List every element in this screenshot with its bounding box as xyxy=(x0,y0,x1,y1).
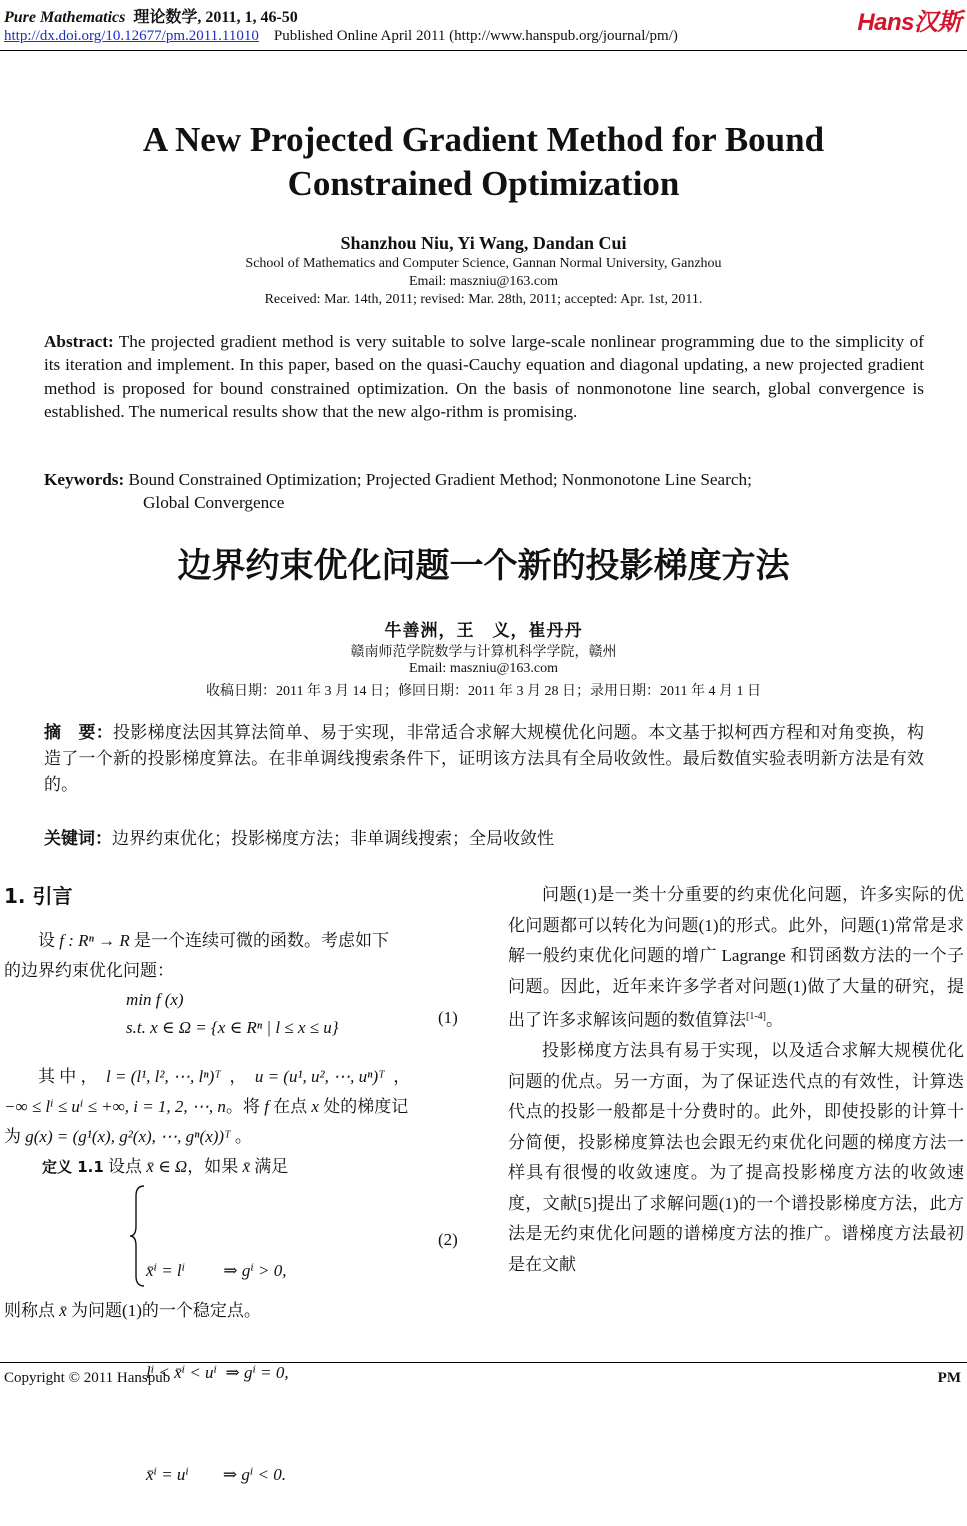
keywords-line-1: Bound Constrained Optimization; Projected Gradient Method; Nonmonotone Line Search; xyxy=(124,470,752,489)
equation-2-brace xyxy=(128,1184,148,1288)
footer-copyright: Copyright © 2011 Hanspub xyxy=(4,1370,171,1386)
text-span: ， xyxy=(393,1067,411,1086)
title-line-2: Constrained Optimization xyxy=(287,164,680,203)
text-span: 设点 xyxy=(103,1157,147,1176)
text-span: 在点 xyxy=(268,1097,312,1116)
keywords-line-2: Global Convergence xyxy=(143,493,285,513)
right-column xyxy=(508,880,964,1280)
intro-line-2: 的边界约束优化问题： xyxy=(4,961,174,980)
math-gradient: g(x) = (g¹(x), g²(x), ⋯, gⁿ(x))ᵀ xyxy=(25,1127,231,1146)
authors-en: Shanzhou Niu, Yi Wang, Dandan Cui xyxy=(340,233,627,253)
received-en: Received: Mar. 14th, 2011; revised: Mar. 28th, 2011; accepted: Apr. 1st, 2011. xyxy=(264,292,703,307)
math-x-bar: x̄ xyxy=(242,1157,251,1176)
equation-1-number: (1) xyxy=(438,1008,458,1027)
equation-2 xyxy=(146,1186,289,1526)
equation-2-case-2: lⁱ < x̄ⁱ < uⁱ ⇒ gⁱ = 0, xyxy=(146,1363,289,1382)
footer-divider xyxy=(0,1362,967,1363)
affiliation-cn: 赣南师范学院数学与计算机科学学院，赣州 xyxy=(350,645,617,660)
journal-title xyxy=(4,4,298,27)
published-info: Published Online April 2011 (http://www.hanspub.org/journal/pm/) xyxy=(273,28,678,44)
intro-paragraph-1 xyxy=(4,926,462,986)
keywords-cn xyxy=(44,826,924,852)
abstract-cn-label: 摘 要： xyxy=(44,723,114,743)
email-cn: Email: maszniu@163.com xyxy=(409,661,558,676)
right-paragraph-1 xyxy=(508,880,964,1036)
math-lower-bound: l = (l¹, l², ⋯, lⁿ)ᵀ xyxy=(106,1067,221,1086)
equation-2-number: (2) xyxy=(438,1230,458,1249)
abstract-en xyxy=(44,330,924,424)
math-f: f xyxy=(264,1097,269,1116)
keywords-label: Keywords: xyxy=(44,470,125,489)
math-stationary-point: x̄ ∈ Ω xyxy=(146,1157,188,1176)
abstract-cn xyxy=(44,720,924,798)
keywords-en xyxy=(44,468,924,515)
publisher-logo: Hans汉斯 xyxy=(857,9,961,36)
text-span: 。将 xyxy=(225,1097,265,1116)
text-span: 问题(1)是一类十分重要的约束优化问题，许多实际的优化问题都可以转化为问题(1)的形式。此外，问题(1)常常是求解一般约束优化问题的增广 Lagrange 和罚函数方法的一个子问题。因此，近年来许多学者对问题(1)做了大量的研究，提出了许多求解该问题的数值算法 xyxy=(508,885,964,1030)
abstract-label: Abstract: xyxy=(44,332,114,351)
text-span: 。 xyxy=(234,1127,252,1146)
email-en: Email: maszniu@163.com xyxy=(409,274,558,289)
equation-1 xyxy=(126,986,339,1042)
math-bound-range: −∞ ≤ lⁱ ≤ uⁱ ≤ +∞, i = 1, 2, ⋯, n xyxy=(4,1097,226,1116)
math-f-mapping: f : Rⁿ → R xyxy=(59,931,130,950)
journal-volume: , 2011, 1, 46-50 xyxy=(197,9,298,26)
abstract-cn-text: 投影梯度法因其算法简单、易于实现，非常适合求解大规模优化问题。本文基于拟柯西方程和对角变换，构造了一个新的投影梯度算法。在非单调线搜索条件下，证明该方法具有全局收敛性。最后数值实验表明新方法是有效的。 xyxy=(44,723,925,794)
text-span: 为 xyxy=(4,1127,26,1146)
equation-1-objective: min f (x) xyxy=(126,990,184,1009)
math-x-bar: x̄ xyxy=(59,1301,67,1320)
definition-label: 定义 1.1 xyxy=(42,1158,104,1176)
right-paragraph-2: 投影梯度方法具有易于实现，以及适合求解大规模优化问题的优点。另一方面，为了保证迭代点的有效性，计算迭代点的投影一般都是十分费时的。此外，即使投影的计算十分简便，投影梯度算法也会跟无约束优化问题的梯度方法一样具有很慢的收敛速度。为了提高投影梯度方法的收敛速度，文献[5]提出了求解问题(1)的一个谱投影梯度方法，此方法是无约束优化问题的谱梯度方法的推广。谱梯度方法最初是在文献 xyxy=(508,1041,964,1274)
journal-name: Pure Mathematics xyxy=(4,9,126,26)
equation-1-constraint: s.t. x ∈ Ω = {x ∈ Rⁿ | l ≤ x ≤ u} xyxy=(126,1018,339,1037)
intro-conclusion xyxy=(4,1296,462,1326)
text-span: ， xyxy=(229,1067,247,1086)
affiliation-en: School of Mathematics and Computer Science, Gannan Normal University, Ganzhou xyxy=(245,256,722,271)
journal-name-cn: 理论数学 xyxy=(133,9,198,26)
keywords-cn-label: 关键词： xyxy=(44,829,112,849)
paper-title-cn: 边界约束优化问题一个新的投影梯度方法 xyxy=(177,546,790,586)
authors-cn: 牛善洲，王 义，崔丹丹 xyxy=(384,621,583,640)
intro-paragraph-2 xyxy=(4,1062,462,1182)
received-cn: 收稿日期：2011 年 3 月 14 日；修回日期：2011 年 3 月 28 日；录用日期：2011 年 4 月 1 日 xyxy=(206,684,761,699)
text-span: 设 xyxy=(38,931,60,950)
text-span: ，如果 xyxy=(187,1157,243,1176)
equation-2-case-1: x̄ⁱ = lⁱ ⇒ gⁱ > 0, xyxy=(146,1261,287,1280)
text-span: 满足 xyxy=(250,1157,289,1176)
math-x: x xyxy=(311,1097,319,1116)
doi-link[interactable]: http://dx.doi.org/10.12677/pm.2011.11010 xyxy=(4,28,259,44)
paper-title-en xyxy=(0,118,967,206)
text-span: 其 中 ， xyxy=(38,1067,98,1086)
doi-line xyxy=(4,28,678,45)
citation-ref: [1-4] xyxy=(746,1011,766,1022)
text-span: 为问题(1)的一个稳定点。 xyxy=(66,1301,261,1320)
equation-2-case-3: x̄ⁱ = uⁱ ⇒ gⁱ < 0. xyxy=(146,1465,286,1484)
text-span: 是一个连续可微的函数。考虑如下 xyxy=(129,931,390,950)
header-divider xyxy=(0,50,967,51)
text-span: 。 xyxy=(766,1010,783,1030)
text-span: 则称点 xyxy=(4,1301,60,1320)
title-line-1: A New Projected Gradient Method for Bound xyxy=(142,120,825,159)
keywords-cn-text: 边界约束优化；投影梯度方法；非单调线搜索；全局收敛性 xyxy=(112,829,554,848)
section-heading-introduction: 1. 引言 xyxy=(4,884,73,908)
footer-journal-code: PM xyxy=(937,1370,961,1386)
abstract-text: The projected gradient method is very suitable to solve large-scale nonlinear programming due to the simplicity of its iteration and implement. In this paper, based on the quasi-Cauchy equation and diagonal updating, a new projected gradient method is proposed for bound constrained optimization. On the basis of nonmonotone line search, global convergence is established. The numerical results show that the new algo-rithm is promising. xyxy=(44,332,924,422)
text-span: 处的梯度记 xyxy=(318,1097,409,1116)
math-upper-bound: u = (u¹, u², ⋯, uⁿ)ᵀ xyxy=(254,1067,385,1086)
